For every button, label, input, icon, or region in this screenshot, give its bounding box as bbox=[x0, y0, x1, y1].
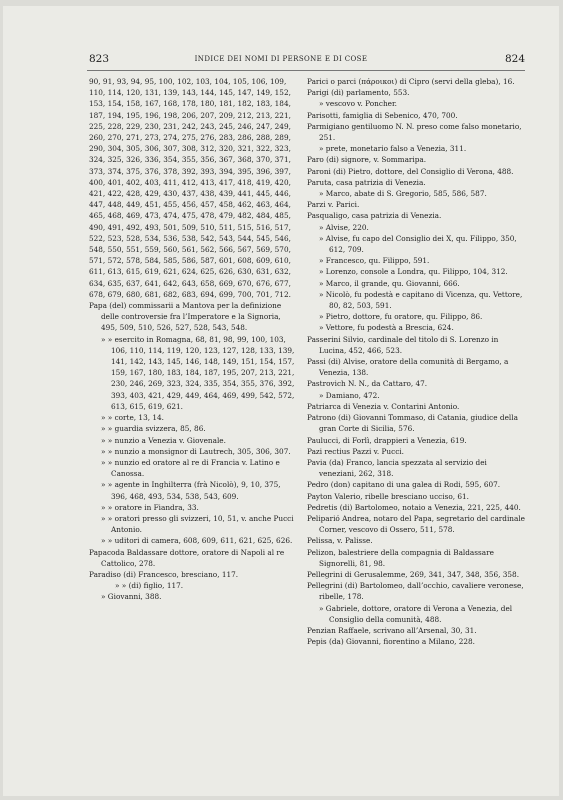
index-entry: » Alvise, fu capo del Consiglio dei X, qu. Filippo, 350, 612, 709. bbox=[319, 233, 517, 255]
page-header bbox=[3, 53, 559, 67]
index-entry: » » nunzio a Venezia v. Giovenale. bbox=[101, 435, 226, 445]
index-entry: » Marco, abate di S. Gregorio, 585, 586, 587. bbox=[319, 189, 487, 199]
index-entry: Pellegrini di Gerusalemme, 269, 341, 347, 348, 356, 358. bbox=[307, 569, 520, 579]
index-entry: Pedretis (di) Bartolomeo, notaio a Venezia, 221, 225, 440. bbox=[307, 502, 521, 512]
index-entry: » » guardia svizzera, 85, 86. bbox=[101, 424, 206, 434]
index-entry: Pasqualigo, casa patrizia di Venezia. bbox=[307, 211, 442, 221]
book-page bbox=[3, 6, 559, 796]
index-entry: Paulucci, di Forlì, drappieri a Venezia, 619. bbox=[307, 435, 467, 445]
right-page-number: 824 bbox=[504, 53, 525, 65]
index-entry: Peliparió Andrea, notaro del Papa, segretario del cardinale Corner, vescovo di Ossero, 511, 578. bbox=[307, 513, 526, 535]
index-entry: Patriarca di Venezia v. Contarini Antonio. bbox=[307, 401, 460, 411]
index-entry: » Vettore, fu podestà a Brescia, 624. bbox=[319, 323, 454, 333]
index-entry: Parigi (di) parlamento, 553. bbox=[307, 88, 410, 98]
index-entry: Passerini Silvio, cardinale del titolo di S. Lorenzo in Lucina, 452, 466, 523. bbox=[307, 334, 499, 355]
index-entry: » » corte, 13, 14. bbox=[101, 413, 164, 423]
header-rule bbox=[87, 70, 525, 71]
left-column bbox=[89, 76, 299, 603]
index-entry: Paroni (di) Pietro, dottore, del Consiglio di Verona, 488. bbox=[307, 166, 514, 176]
index-entry: Penzian Raffaele, scrivano all’Arsenal, 30, 31. bbox=[307, 625, 477, 635]
index-entry: Pavia (da) Franco, lancia spezzata al servizio dei veneziani, 262, 318. bbox=[307, 457, 487, 479]
index-entry: Pepis (da) Giovanni, fiorentino a Milano, 228. bbox=[307, 637, 475, 647]
index-entry: Papa (del) commissarii a Mantova per la definizione delle controversie fra l’Imperatore e la Signoria, 495, 509, 510, 526, 527, 528, 543, 548. bbox=[89, 301, 282, 333]
index-entry: » Alvise, 220. bbox=[319, 222, 369, 232]
left-page-number: 823 bbox=[89, 53, 110, 65]
index-entry: » Gabriele, dottore, oratore di Verona a Venezia, del Consiglio della comunità, 488. bbox=[319, 603, 513, 624]
index-entry: » prete, monetario falso a Venezia, 311. bbox=[319, 144, 467, 154]
index-entry: » » oratori presso gli svizzeri, 10, 51, v. anche Pucci Antonio. bbox=[101, 513, 294, 535]
index-entry: » Francesco, qu. Filippo, 591. bbox=[319, 256, 430, 266]
index-entry: » » nunzio a monsignor di Lautrech, 305, 306, 307. bbox=[101, 446, 291, 456]
right-column bbox=[307, 76, 525, 647]
index-entry: Patrono (di) Giovanni Tommaso, di Catania, giudice della gran Corte di Sicilia, 576. bbox=[307, 413, 518, 434]
index-entry: Pellegrini (di) Bartolomeo, dall’occhio, cavaliere veronese, ribelle, 178. bbox=[307, 581, 524, 602]
index-entry: Parmigiano gentiluomo N. N. preso come falso monetario, 251. bbox=[307, 121, 522, 143]
index-entry: » » agente in Inghilterra (frà Nicolò), 9, 10, 375, 396, 468, 493, 534, 538, 543, 609. bbox=[101, 480, 281, 501]
index-entry: » » uditori di camera, 608, 609, 611, 621, 625, 626. bbox=[101, 536, 293, 546]
index-entry: Paro (di) signore, v. Sommaripa. bbox=[307, 155, 427, 165]
index-entry: » Marco, il grande, qu. Giovanni, 666. bbox=[319, 278, 460, 288]
index-entry: » » (di) figlio, 117. bbox=[115, 581, 184, 591]
index-entry: Pelissa, v. Palisse. bbox=[307, 536, 373, 546]
index-entry: 90, 91, 93, 94, 95, 100, 102, 103, 104, 105, 106, 109, 110, 114, 120, 131, 139, 143, 144, 145, 147, 149, 152, 153, 154, 158, 167, 168, 178, 180, 181, 182, 183, 184, 187, 194, 195, 196, 198, 206, 207, 209, 212, 213, 221, 225, 228, 229, 230, 231, 242, 243, 245, 246, 247, 249, 260, 270, 271, 273, 274, 275, 276, 283, 286, 288, 289, 290, 304, 305, 306, 307, 308, 312, 320, 321, 322, 323, 324, 325, 326, 336, 354, 355, 356, 367, 368, 370, 371, 373, 374, 375, 376, 378, 392, 393, 394, 395, 396, 397, 400, 401, 402, 403, 411, 412, 413, 417, 418, 419, 420, 421, 422, 428, 429, 430, 437, 438, 439, 441, 445, 446, 447, 448, 449, 451, 455, 456, 457, 458, 462, 463, 464, 465, 468, 469, 473, 474, 475, 478, 479, 482, 484, 485, 490, 491, 492, 493, 501, 509, 510, 511, 515, 516, 517, 522, 523, 528, 534, 536, 538, 542, 543, 544, 545, 546, 548, 550, 551, 559, 560, 561, 562, 566, 567, 569, 570, 571, 572, 578, 584, 585, 586, 587, 601, 608, 609, 610, 611, 613, 615, 619, 621, 624, 625, 626, 630, 631, 632, 634, 635, 637, 641, 642, 643, 658, 669, 670, 676, 677, 678, 679, 680, 681, 682, 683, 694, 699, 700, 701, 712. bbox=[89, 77, 291, 299]
index-entry: Parici o parci (πάροικοι) di Cipro (servi della gleba), 16. bbox=[307, 77, 515, 86]
index-entry: Paradiso (di) Francesco, bresciano, 117. bbox=[89, 569, 239, 579]
index-entry: Pelizon, balestriere della compagnia di Baldassare Signorelli, 81, 98. bbox=[307, 547, 494, 568]
index-entry: Payton Valerio, ribelle bresciano ucciso, 61. bbox=[307, 491, 469, 501]
index-entry: Passi (di) Alvise, oratore della comunità di Bergamo, a Venezia, 138. bbox=[307, 357, 509, 378]
index-entry: Parisotti, famiglia di Sebenico, 470, 700. bbox=[307, 110, 458, 120]
index-entry: » Nicolò, fu podestà e capitano di Vicenza, qu. Vettore, 80, 82, 503, 591. bbox=[319, 289, 523, 311]
index-entry: Pazi rectius Pazzi v. Pucci. bbox=[307, 446, 404, 456]
index-entry: » vescovo v. Poncher. bbox=[319, 99, 397, 109]
index-entry: » » nunzio ed oratore al re di Francia v. Latino e Canossa. bbox=[101, 457, 280, 479]
index-entry: Parzi v. Parici. bbox=[307, 200, 360, 210]
index-entry: Papacoda Baldassare dottore, oratore di Napoli al re Cattolico, 278. bbox=[89, 547, 285, 568]
index-entry: » » esercito in Romagna, 68, 81, 98, 99, 100, 103, 106, 110, 114, 119, 120, 123, 127, 128, 133, 139, 141, 142, 143, 145, 146, 148, 149, 151, 154, 157, 159, 167, 180, 183, 184, 187, 195, 207, 213, 221, 230, 246, 269, 323, 324, 335, 354, 355, 376, 392, 393, 403, 421, 429, 449, 464, 469, 499, 542, 572, 613, 615, 619, 621. bbox=[101, 334, 295, 411]
index-entry: » Giovanni, 388. bbox=[101, 592, 162, 602]
index-entry: » Pietro, dottore, fu oratore, qu. Filippo, 86. bbox=[319, 312, 483, 322]
running-head: INDICE DEI NOMI DI PERSONE E DI COSE bbox=[194, 55, 368, 63]
index-entry: » Damiano, 472. bbox=[319, 390, 380, 400]
index-entry: » » oratore in Fiandra, 33. bbox=[101, 502, 199, 512]
index-entry: Pastrovich N. N., da Cattaro, 47. bbox=[307, 379, 428, 389]
index-entry: Pedro (don) capitano di una galea di Rodi, 595, 607. bbox=[307, 480, 501, 490]
index-entry: Paruta, casa patrizia di Venezia. bbox=[307, 177, 426, 187]
index-entry: » Lorenzo, console a Londra, qu. Filippo, 104, 312. bbox=[319, 267, 508, 277]
